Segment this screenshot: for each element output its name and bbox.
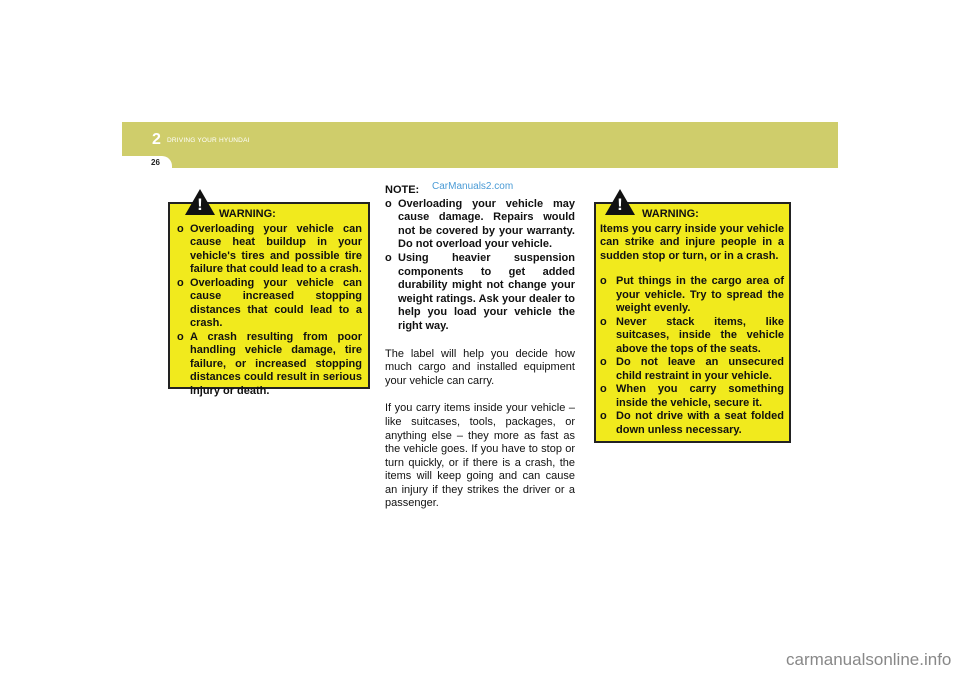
watermark-text: CarManuals2.com [432,181,514,192]
note-title: NOTE: [385,184,420,196]
bullet: o [600,410,607,422]
list-item [177,277,362,331]
list-item [600,275,784,316]
list-item [177,223,362,277]
list-item-text: Overloading your vehicle can cause increased stopping distances that could lead to a crash. [190,276,362,329]
bullet: o [177,276,184,289]
warning-intro: Items you carry inside your vehicle can strike and injure people in a sudden stop or turn, or in a crash. [600,222,784,262]
warning-list [600,275,784,437]
page-number: 26 [151,158,160,167]
list-item [385,252,575,334]
list-item-text: Put things in the cargo area of your vehicle. Try to spread the weight evenly. [616,275,784,314]
warning-list [177,223,362,399]
header-band [122,122,838,168]
warning-title: WARNING: [642,208,699,220]
list-item-text: Do not drive with a seat folded down unless necessary. [616,410,784,436]
list-item-text: Overloading your vehicle can cause heat buildup in your vehicle's tires and possible tire failure that could lead to a crash. [190,222,362,275]
bullet: o [600,356,607,368]
list-item-text: Using heavier suspension components to get added durability might not change your weight ratings. Ask your dealer to help you load your vehicle the right way. [398,251,575,332]
list-item-text: Overloading your vehicle may cause damage. Repairs would not be covered by your warranty. Do not overload your vehicle. [398,197,575,251]
page-tab [122,156,172,168]
note-column [385,184,575,511]
note-list [385,198,575,334]
bullet: o [177,330,184,343]
list-item [600,356,784,383]
list-item [600,316,784,357]
list-item-text: A crash resulting from poor handling vehicle damage, tire failure, or increased stopping distances could result in serious injury or death. [190,330,362,397]
bullet: o [600,315,607,328]
list-item [600,383,784,410]
footer-site-link[interactable]: carmanualsonline.info [786,650,952,669]
chapter-number: 2 [152,131,161,148]
bullet: o [385,197,392,210]
left-warning-box [168,195,370,397]
bullet: o [385,251,392,264]
body-paragraph: If you carry items inside your vehicle – like suitcases, tools, packages, or anything else – they more as fast as the vehicle goes. If you have to stop or turn quickly, or if there is a crash, the items will keep going and can cause an injury if they strikes the driver or a passenger. [385,402,575,510]
warning-title: WARNING: [219,208,276,220]
bullet: o [600,383,607,395]
list-item-text: Do not leave an unsecured child restraint in your vehicle. [616,356,784,382]
list-item-text: When you carry something inside the vehicle, secure it. [616,383,784,409]
right-warning-box [594,195,791,443]
bullet: o [177,222,184,235]
body-paragraph: The label will help you decide how much cargo and installed equipment your vehicle can carry. [385,347,575,387]
bullet: o [600,275,607,287]
warning-exclamation: ! [197,195,203,214]
list-item [600,410,784,437]
warning-exclamation: ! [617,195,623,214]
list-item [385,198,575,252]
list-item [177,331,362,399]
chapter-title: DRIVING YOUR HYUNDAI [167,137,250,144]
list-item-text: Never stack items, like suitcases, inside the vehicle above the tops of the seats. [616,315,784,355]
